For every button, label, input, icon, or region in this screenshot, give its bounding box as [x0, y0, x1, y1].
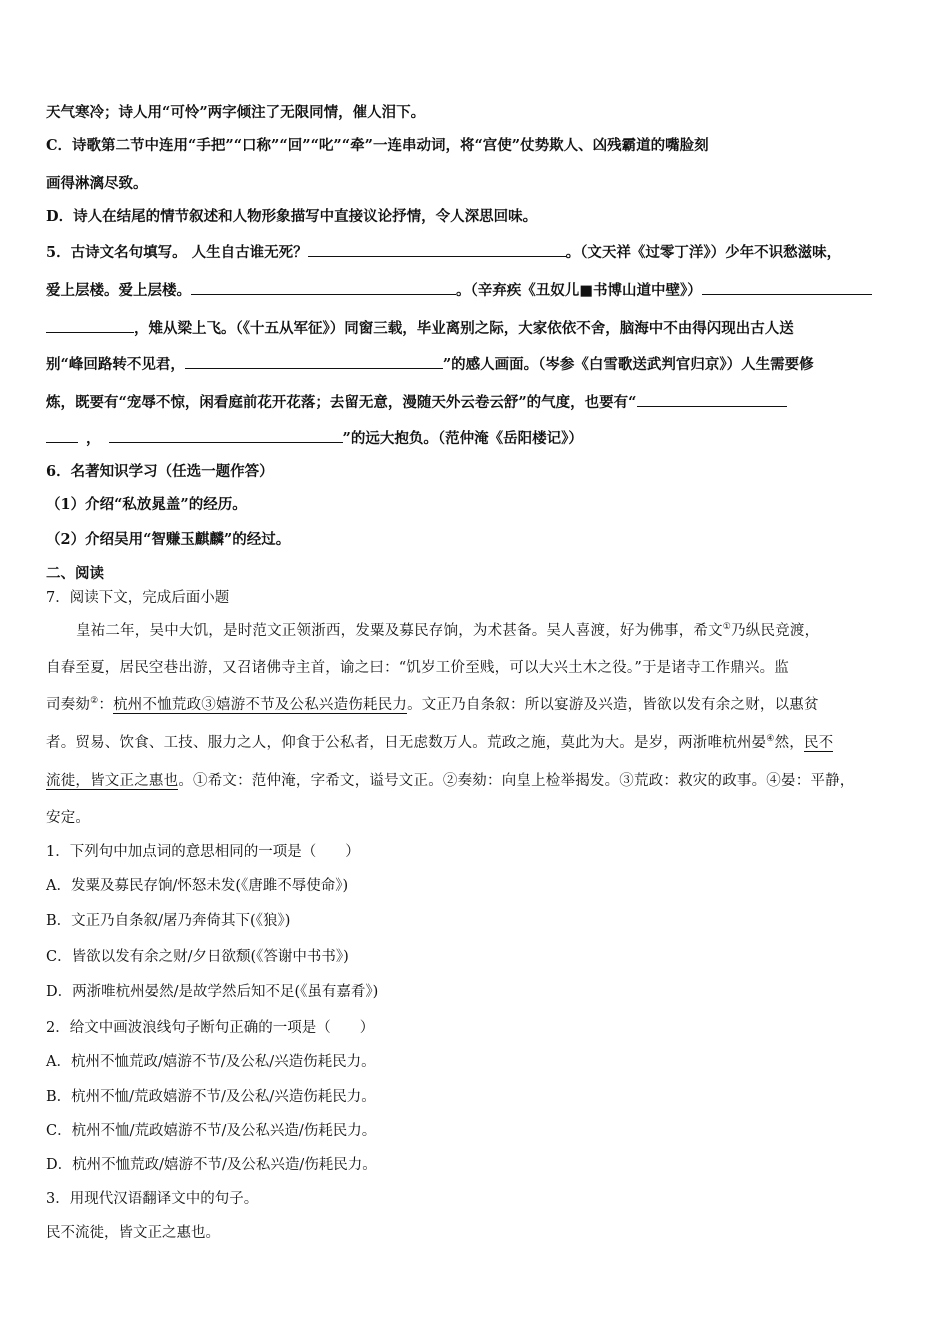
answer-blank-3b[interactable] — [46, 317, 134, 333]
passage-text: 然， — [774, 735, 804, 751]
footnote-mark: ① — [722, 622, 732, 633]
q5-line-3 — [46, 317, 916, 339]
passage-text: 者。贸易、饮食、工技、服力之人，仰食于公私者，日无虑数万人。荒政之施，莫此为大。是岁，两浙唯杭州晏 — [46, 735, 767, 751]
passage-line-5 — [46, 771, 916, 791]
q6-option-2: （2）介绍吴用“智赚玉麒麟”的经过。 — [46, 531, 291, 548]
q5-line-4 — [46, 353, 916, 375]
answer-blank-6[interactable] — [109, 427, 343, 443]
q5-source-2: 。（辛弃疾《丑奴儿■书博山道中壁》） — [456, 282, 702, 299]
q5-source-4: ”的感人画面。（岑参《白雪歌送武判官归京》）人生需要修 — [442, 356, 814, 373]
answer-blank-1[interactable] — [308, 241, 566, 257]
passage-text: 皇祐二年，吴中大饥，是时范文正领浙西，发粟及募民存饷，为术甚备。吴人喜渡，好为佛事，希文 — [76, 623, 723, 639]
passage-text: 乃纵民竞渡， — [731, 623, 820, 639]
q5-text: 别“峰回路转不见君， — [46, 356, 185, 373]
answer-blank-3a[interactable] — [702, 279, 872, 295]
q7-intro: 7．阅读下文，完成后面小题 — [46, 590, 230, 606]
subq-1-option-a[interactable]: A．发粟及募民存饷/怀怒未发(《唐雎不辱使命》) — [46, 878, 349, 894]
q5-text: 爱上层楼。爱上层楼。 — [46, 282, 191, 299]
underlined-sentence: 流徙，皆文正之惠也 — [46, 773, 179, 789]
subq-2-option-c[interactable]: C．杭州不恤/荒政嬉游不节/及公私兴造/伤耗民力。 — [46, 1123, 377, 1139]
passage-line-2: 自春至夏，居民空巷出游，又召诸佛寺主首，谕之曰：“饥岁工价至贱，可以大兴土木之役。”于是诸寺工作鼎兴。监 — [46, 660, 789, 676]
q5-line-6 — [46, 427, 916, 449]
subq-3-sentence: 民不流徙，皆文正之惠也。 — [46, 1225, 220, 1241]
subq-1-option-c[interactable]: C．皆欲以发有余之财/夕日欲颓(《答谢中书书》) — [46, 949, 349, 965]
passage-text: 司奏劾 — [46, 697, 91, 713]
q5-prompt: 5．古诗文名句填写。 人生自古谁无死？ — [46, 244, 308, 261]
passage-line-3 — [46, 695, 916, 715]
subq-2-option-b[interactable]: B．杭州不恤/荒政嬉游不节/及公私/兴造伤耗民力。 — [46, 1089, 376, 1105]
q5-text: 炼，既要有“宠辱不惊，闲看庭前花开花落；去留无意，漫随天外云卷云舒”的气度，也要有“ — [46, 394, 637, 411]
passage-text: 。①希文：范仲淹，字希文，谥号文正。②奏劾：向皇上检举揭发。③荒政：救灾的政事。④晏：平静， — [178, 773, 855, 789]
q5-comma: ， — [86, 430, 101, 447]
footnote-mark: ② — [90, 696, 99, 707]
passage-text: ： — [98, 697, 114, 713]
q5-source-6: ”的远大抱负。（范仲淹《岳阳楼记》） — [342, 430, 583, 447]
section-heading: 二、阅读 — [46, 565, 104, 582]
passage-line-1 — [46, 621, 916, 641]
q6-title: 6．名著知识学习（任选一题作答） — [46, 463, 274, 480]
subq-1-option-b[interactable]: B．文正乃自条叙/屠乃奔倚其下(《狼》) — [46, 913, 291, 929]
subq-2: 2．给文中画波浪线句子断句正确的一项是（ ） — [46, 1020, 375, 1036]
q5-source-1: 。（文天祥《过零丁洋》）少年不识愁滋味， — [565, 244, 842, 261]
q5-source-3: ，雉从梁上飞。（《十五从军征》）同窗三载，毕业离别之际，大家依依不舍，脑海中不由得闪现出古人送 — [134, 320, 794, 337]
wavy-underlined-sentence: 杭州不恤荒政③嬉游不节及公私兴造伤耗民力 — [113, 697, 408, 713]
text-line: 天气寒冷；诗人用“可怜”两字倾注了无限同情，催人泪下。 — [46, 104, 426, 121]
q5-line-1 — [46, 241, 916, 263]
underlined-sentence: 民不 — [803, 735, 834, 751]
option-d-text: D．诗人在结尾的情节叙述和人物形象描写中直接议论抒情，令人深思回味。 — [46, 208, 538, 225]
passage-line-4 — [46, 733, 916, 753]
option-c-text: C．诗歌第二节中连用“手把”“口称”“回”“叱”“牵”一连串动词，将“宫使”仗势欺人、凶残霸道的嘴脸刻 — [46, 137, 709, 154]
subq-1: 1．下列句中加点词的意思相同的一项是（ ） — [46, 844, 360, 860]
passage-text: 。文正乃自条叙：所以宴游及兴造，皆欲以发有余之财，以惠贫 — [407, 697, 819, 713]
answer-blank-4[interactable] — [185, 353, 443, 369]
subq-2-option-a[interactable]: A．杭州不恤荒政/嬉游不节/及公私/兴造伤耗民力。 — [46, 1054, 376, 1070]
footnote-mark: ④ — [766, 734, 775, 745]
answer-blank-5a[interactable] — [637, 391, 787, 407]
text-line: 画得淋漓尽致。 — [46, 175, 148, 192]
passage-line-6: 安定。 — [46, 810, 91, 826]
subq-1-option-d[interactable]: D．两浙唯杭州晏然/是故学然后知不足(《虽有嘉肴》) — [46, 984, 379, 1000]
subq-2-option-d[interactable]: D．杭州不恤荒政/嬉游不节/及公私兴造/伤耗民力。 — [46, 1157, 377, 1173]
q6-option-1: （1）介绍“私放晁盖”的经历。 — [46, 496, 247, 513]
answer-blank-2[interactable] — [191, 279, 456, 295]
q5-line-2 — [46, 279, 916, 301]
subq-3: 3．用现代汉语翻译文中的句子。 — [46, 1191, 259, 1207]
q5-line-5 — [46, 391, 916, 413]
answer-blank-5b[interactable] — [46, 427, 78, 443]
